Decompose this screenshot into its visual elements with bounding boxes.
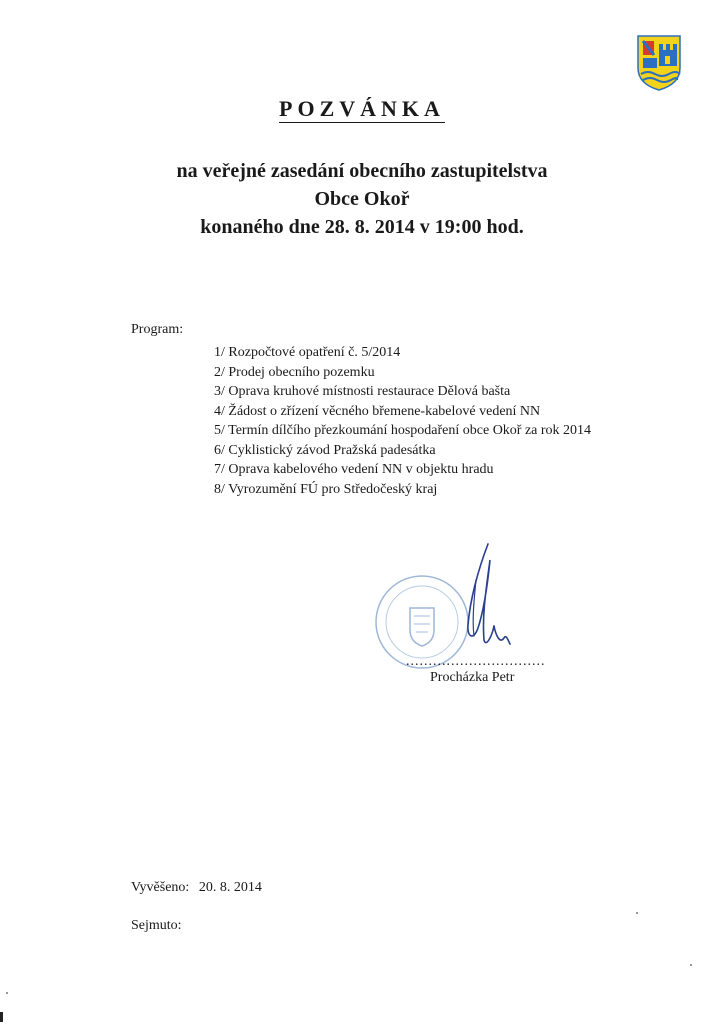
agenda-item: 4/ Žádost o zřízení věcného břemene-kabelové vedení NN <box>214 403 541 419</box>
agenda-list <box>214 343 591 499</box>
agenda-item: 5/ Termín dílčího přezkoumání hospodaření obce Okoř za rok 2014 <box>214 423 592 438</box>
signer-name: Procházka Petr <box>430 670 515 685</box>
document-title-text: POZVÁNKA <box>279 96 445 121</box>
removed-label: Sejmuto: <box>131 918 182 933</box>
municipality-name: Obce Okoř <box>314 188 410 210</box>
signature-line: ............................... <box>406 654 546 669</box>
scan-speck <box>0 1012 3 1022</box>
agenda-item: 8/ Vyrozumění FÚ pro Středočeský kraj <box>214 481 438 497</box>
scan-speck <box>690 964 692 966</box>
scan-speck <box>636 912 638 914</box>
program-label: Program: <box>131 322 184 337</box>
meeting-date: konaného dne 28. 8. 2014 v 19:00 hod. <box>200 216 524 238</box>
agenda-item: 7/ Oprava kabelového vedení NN v objektu hradu <box>214 462 494 477</box>
handwritten-signature <box>448 540 528 660</box>
agenda-item: 1/ Rozpočtové opatření č. 5/2014 <box>214 345 401 360</box>
posted-date: 20. 8. 2014 <box>198 880 262 895</box>
posted-row <box>131 880 262 896</box>
posted-label: Vyvěšeno: <box>131 880 190 895</box>
coat-of-arms-icon <box>636 34 682 92</box>
agenda-item: 2/ Prodej obecního pozemku <box>214 364 375 380</box>
agenda-item: 3/ Oprava kruhové místnosti restaurace Dělová bašta <box>214 384 511 399</box>
invitation-subject: na veřejné zasedání obecního zastupitelstva <box>176 160 548 182</box>
document-title <box>0 96 724 122</box>
agenda-item: 6/ Cyklistický závod Pražská padesátka <box>214 442 436 458</box>
scan-speck <box>6 992 8 994</box>
